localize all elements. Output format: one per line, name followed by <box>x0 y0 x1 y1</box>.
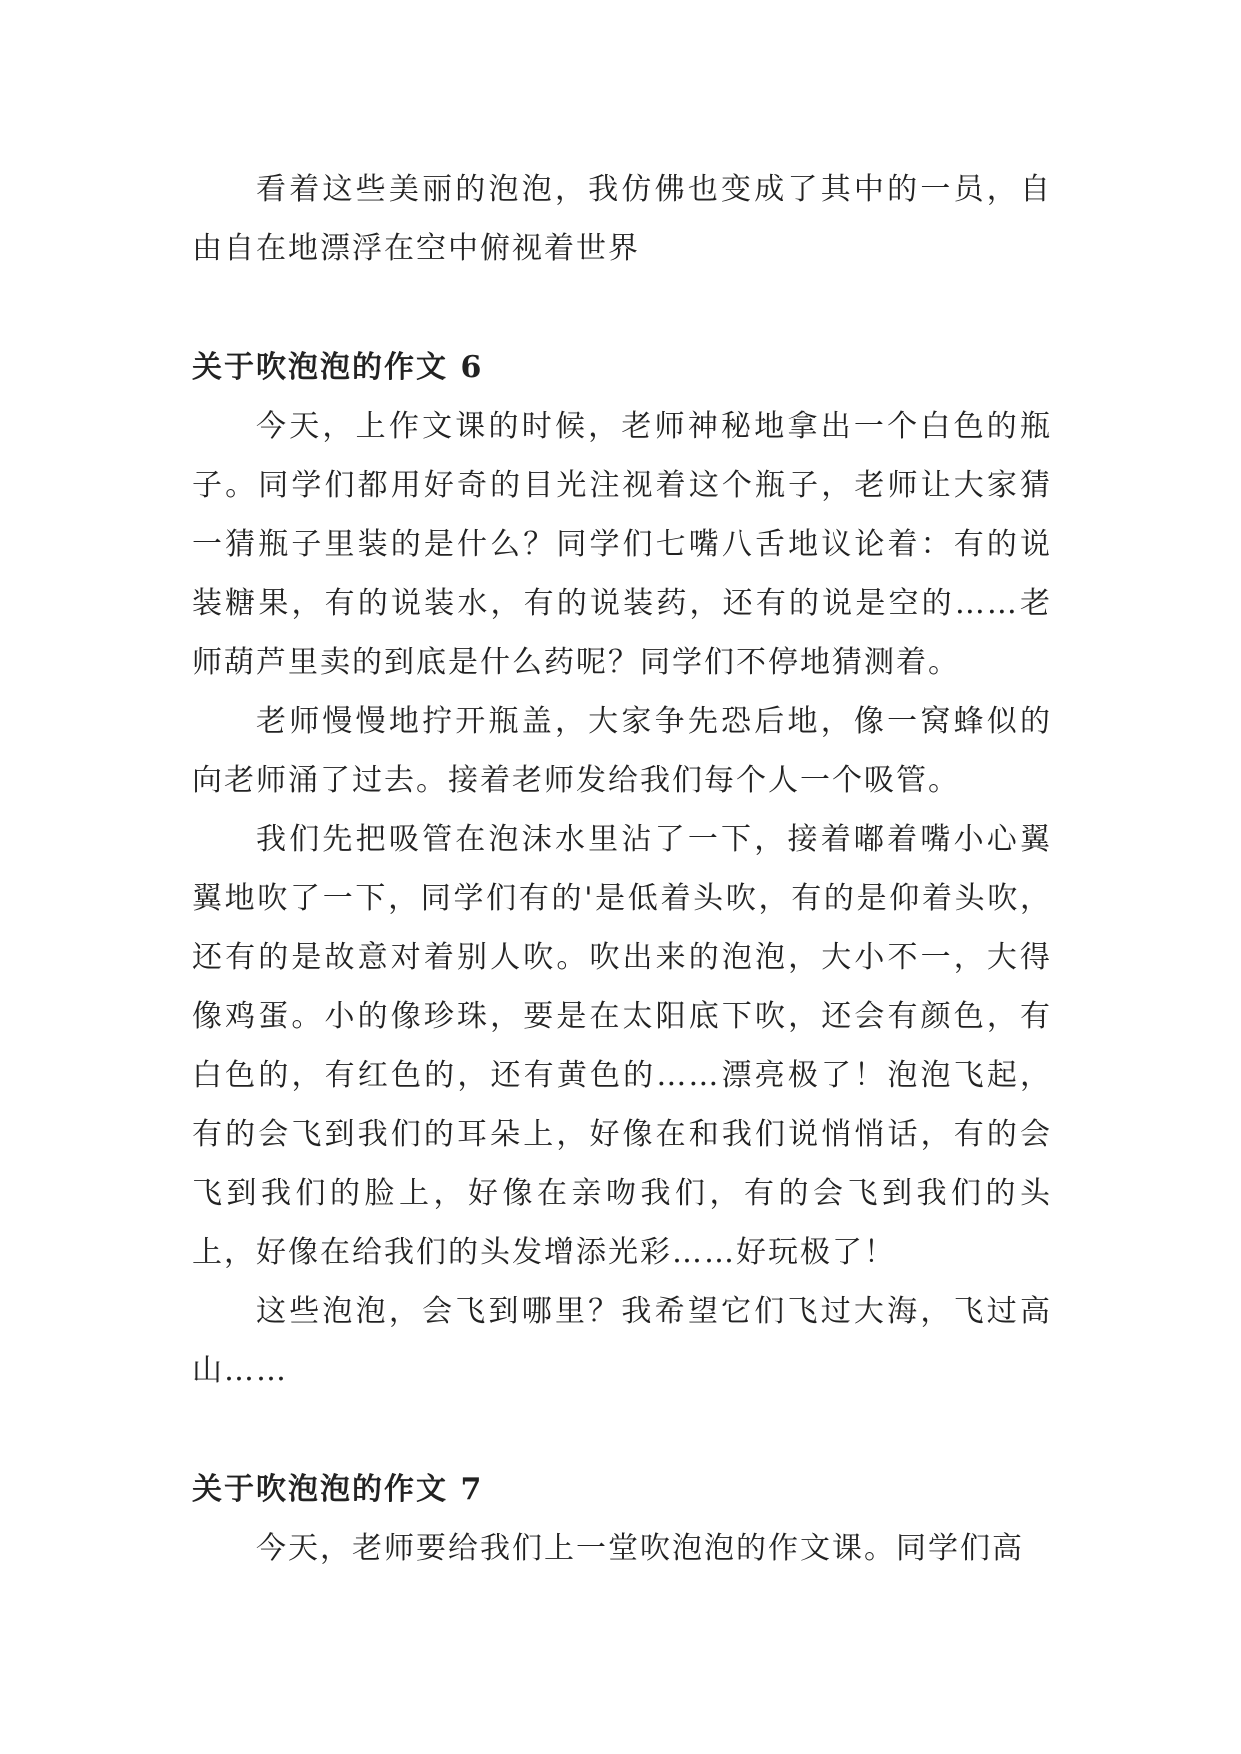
essay-6 <box>192 338 1052 1400</box>
essay-title: 关于吹泡泡的作文 6 <box>192 350 484 385</box>
essay-5-ending <box>192 160 1052 278</box>
section-spacer <box>192 1400 1052 1460</box>
paragraph: 看着这些美丽的泡泡，我仿佛也变成了其中的一员，自由自在地漂浮在空中俯视着世界 <box>192 172 1052 266</box>
paragraph: 老师慢慢地拧开瓶盖，大家争先恐后地，像一窝蜂似的向老师涌了过去。接着老师发给我们每个人一个吸管。 <box>192 704 1052 798</box>
section-spacer <box>192 278 1052 338</box>
paragraph: 今天，老师要给我们上一堂吹泡泡的作文课。同学们高 <box>256 1531 1024 1566</box>
paragraph: 我们先把吸管在泡沫水里沾了一下，接着嘟着嘴小心翼翼地吹了一下，同学们有的'是低着头吹，有的是仰着头吹，还有的是故意对着别人吹。吹出来的泡泡，大小不一，大得像鸡蛋。小的像珍珠，要是在太阳底下吹，还会有颜色，有白色的，有红色的，还有黄色的……漂亮极了！泡泡飞起，有的会飞到我们的耳朵上，好像在和我们说悄悄话，有的会飞到我们的脸上，好像在亲吻我们，有的会飞到我们的头上，好像在给我们的头发增添光彩……好玩极了！ <box>192 822 1052 1270</box>
paragraph: 这些泡泡，会飞到哪里？我希望它们飞过大海，飞过高山…… <box>192 1294 1052 1388</box>
essay-title: 关于吹泡泡的作文 7 <box>192 1472 484 1507</box>
paragraph: 今天，上作文课的时候，老师神秘地拿出一个白色的瓶子。同学们都用好奇的目光注视着这个瓶子，老师让大家猜一猜瓶子里装的是什么？同学们七嘴八舌地议论着：有的说装糖果，有的说装水，有的说装药，还有的说是空的……老师葫芦里卖的到底是什么药呢？同学们不停地猜测着。 <box>192 409 1052 680</box>
essay-7 <box>192 1460 1052 1578</box>
document-body <box>192 160 1052 1578</box>
